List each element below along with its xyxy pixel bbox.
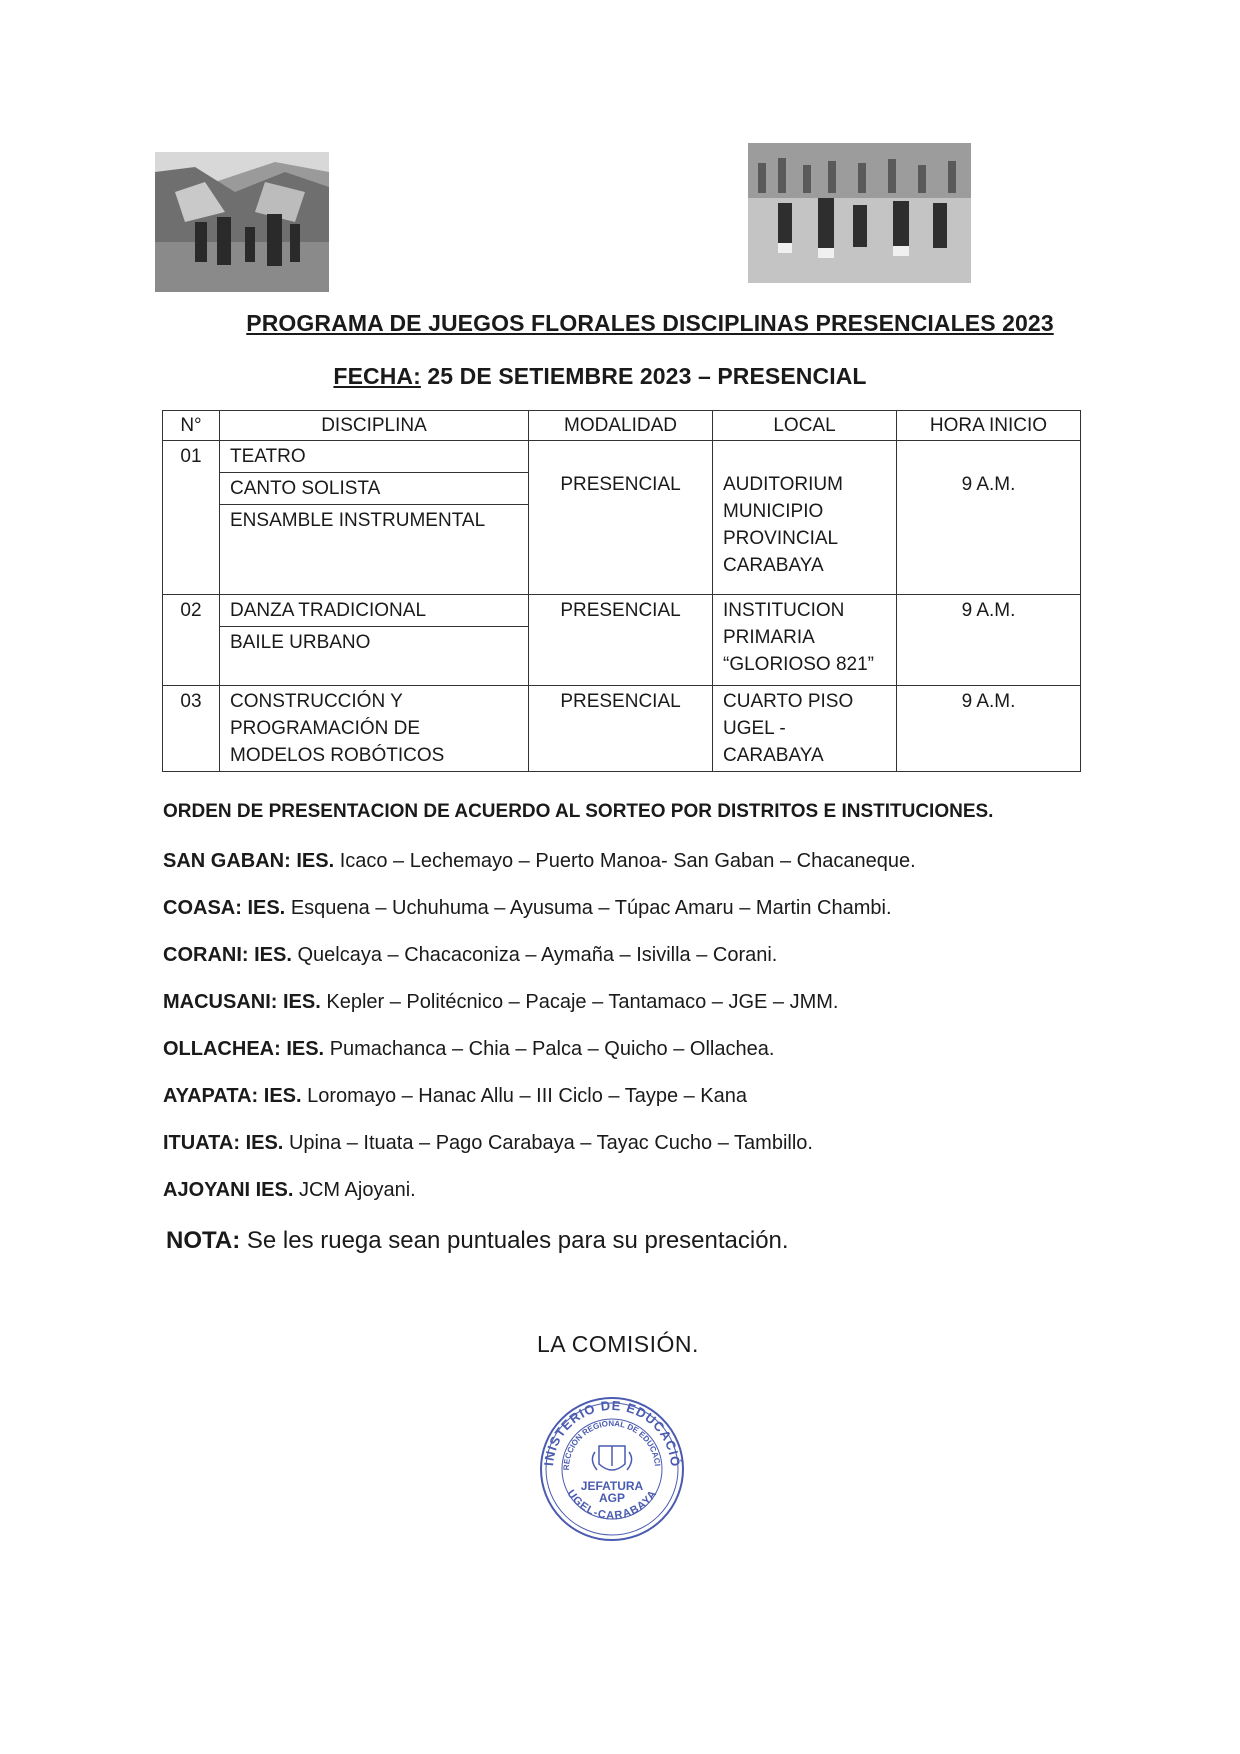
column-header: N° [163,411,220,441]
discipline-cell: BAILE URBANO [220,626,529,658]
district-list [163,847,1123,1223]
start-time-cell: 9 A.M. [897,441,1081,595]
signature: LA COMISIÓN. [537,1331,699,1357]
column-header: HORA INICIO [897,411,1081,441]
discipline-cell: TEATRO [220,441,529,473]
column-header: MODALIDAD [529,411,713,441]
note-label: NOTA: [166,1227,241,1254]
row-number: 03 [163,686,220,772]
coat-of-arms-icon [592,1446,631,1470]
list-item [163,1082,1123,1129]
svg-text:MINISTERIO DE EDUCACIÓN [537,1394,684,1471]
modality-cell: PRESENCIAL [529,686,713,772]
table-row [163,686,1081,772]
date-value: 25 DE SETIEMBRE 2023 – PRESENCIAL [427,363,867,389]
district-schools: Kepler – Politécnico – Pacaje – Tantamaco – JGE – JMM. [326,991,839,1013]
note-text: Se les ruega sean puntuales para su presentación. [246,1227,789,1254]
program-table [162,410,1081,772]
start-time-cell: 9 A.M. [897,686,1081,772]
list-item [163,988,1123,1035]
discipline-cell: ENSAMBLE INSTRUMENTAL [220,505,529,537]
modality-cell: PRESENCIAL [529,594,713,686]
list-item [163,847,1123,894]
district-schools: Quelcaya – Chacaconiza – Aymaña – Isivilla – Corani. [297,944,778,966]
district-label: SAN GABAN: IES. [163,850,335,872]
district-schools: Icaco – Lechemayo – Puerto Manoa- San Gaban – Chacaneque. [339,850,916,872]
date-label: FECHA: [333,363,421,389]
order-heading: ORDEN DE PRESENTACION DE ACUERDO AL SORTEO POR DISTRITOS E INSTITUCIONES. [163,801,994,822]
district-label: AYAPATA: IES. [163,1085,302,1107]
local-cell [713,594,897,686]
seal-center-top: JEFATURA [580,1479,644,1493]
district-schools: Esquena – Uchuhuma – Ayusuma – Túpac Amaru – Martin Chambi. [290,897,892,919]
note [166,1227,789,1255]
district-label: OLLACHEA: IES. [163,1038,325,1060]
row-number: 01 [163,441,220,595]
local-line: MUNICIPIO [723,501,824,522]
start-time-cell: 9 A.M. [897,594,1081,686]
discipline-line: CONSTRUCCIÓN Y [230,691,403,712]
district-schools: Upina – Ituata – Pago Carabaya – Tayac Cucho – Tambillo. [288,1132,813,1154]
column-header: LOCAL [713,411,897,441]
discipline-spacer [220,658,529,686]
date-line [0,363,1220,390]
seal-center-bottom: AGP [598,1491,626,1505]
district-label: ITUATA: IES. [163,1132,284,1154]
district-schools: Pumachanca – Chia – Palca – Quicho – Ollachea. [329,1038,775,1060]
modality-cell: PRESENCIAL [529,441,713,595]
local-line: UGEL - [723,718,786,739]
discipline-spacer [220,536,529,594]
list-item [163,894,1123,941]
local-line: PRIMARIA [723,626,815,648]
local-line: INSTITUCION [723,599,845,621]
list-item [163,1176,1123,1223]
discipline-cell [220,686,529,772]
district-label: MACUSANI: IES. [163,991,321,1013]
district-schools: JCM Ajoyani. [298,1179,416,1201]
festival-dancers-photo [748,143,971,283]
local-line: CARABAYA [723,555,824,576]
official-seal [537,1394,687,1544]
table-header-row [163,411,1081,441]
seal-bottom-text: UGEL-CARABAYA [564,1487,660,1522]
local-cell [713,686,897,772]
local-line: CARABAYA [723,745,824,766]
local-line: CUARTO PISO [723,691,854,712]
discipline-cell: CANTO SOLISTA [220,473,529,505]
local-line: AUDITORIUM [723,474,843,495]
list-item [163,1035,1123,1082]
discipline-cell: DANZA TRADICIONAL [220,594,529,626]
local-cell [713,441,897,595]
seal-outer-text: INISTERIO DE EDUCACIÓ [541,1397,684,1469]
column-header: DISCIPLINA [220,411,529,441]
table-row [163,594,1081,626]
district-label: CORANI: IES. [163,944,292,966]
list-item [163,941,1123,988]
district-label: AJOYANI IES. [163,1179,294,1201]
document-title: PROGRAMA DE JUEGOS FLORALES DISCIPLINAS PRESENCIALES 2023 [246,310,1054,336]
discipline-line: MODELOS ROBÓTICOS [230,745,445,766]
district-schools: Loromayo – Hanac Allu – III Ciclo – Taype – Kana [307,1085,748,1107]
district-label: COASA: IES. [163,897,286,919]
row-number: 02 [163,594,220,686]
table-row [163,441,1081,473]
local-line: “GLORIOSO 821” [723,653,874,675]
local-line: PROVINCIAL [723,528,839,549]
discipline-line: PROGRAMACIÓN DE [230,718,421,739]
list-item [163,1129,1123,1176]
seal-inner-text: RECCIÓN REGIONAL DE EDUCACI [561,1418,662,1471]
mountain-dancers-photo [155,152,329,292]
